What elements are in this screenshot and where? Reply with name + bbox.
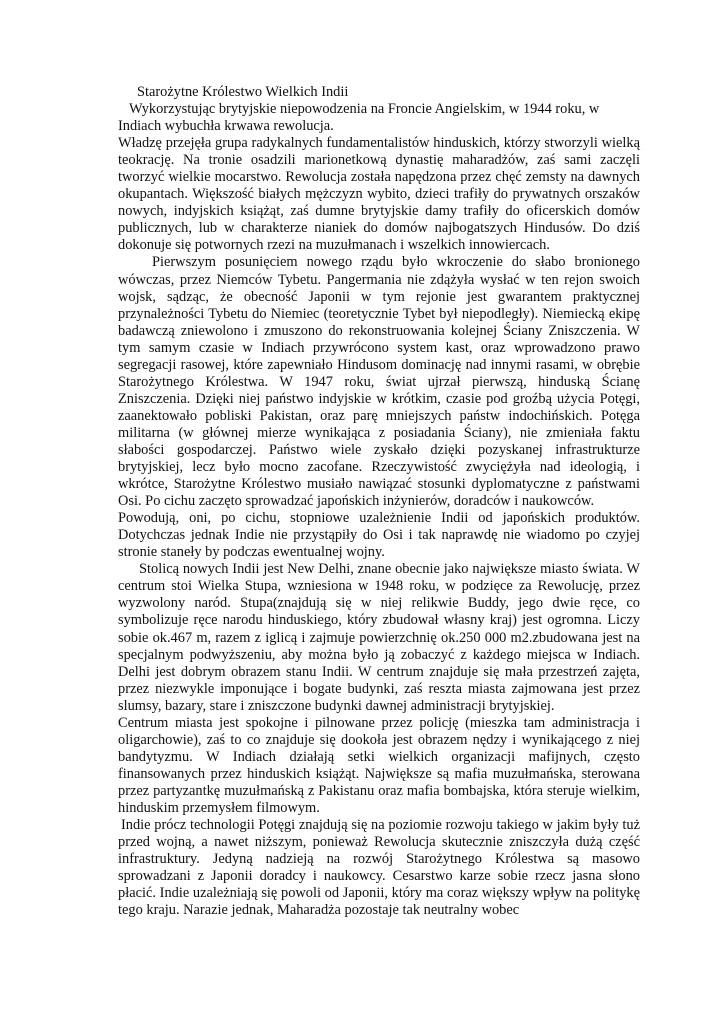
paragraph: Indie prócz technologii Potęgi znajdują się na poziomie rozwoju takiego w jakim były tuż przed wojną, a nawet niższym, ponieważ Rewolucja skutecznie zniszczyła dużą część infrastruktury. Jedyną nadzieją na rozwój Starożytnego Królestwa są masowo sprowadzani z Japonii doradcy i naukowcy. Cesarstwo karze sobie rzecz jasna słono płacić. Indie uzależniają się powoli od Japonii, który ma coraz większy wpływ na politykę tego kraju. Narazie jednak, Maharadża pozostaje tak neutralny wobec bbox=[118, 817, 640, 919]
paragraph: Centrum miasta jest spokojne i pilnowane przez policję (mieszka tam administracja i oligarchowie), zaś to co znajduje się dookoła jest obrazem nędzy i wynikającego z niej bandytyzmu. W Indiach działają setki wielkich organizacji mafijnych, często finansowanych przez hinduskich książąt. Największe są mafia muzułmańska, sterowana przez partyzantkę muzułmańską z Pakistanu oraz mafia bombajska, która steruje wielkim, hinduskim przemysłem filmowym. bbox=[118, 714, 640, 816]
paragraph: Władzę przejęła grupa radykalnych fundamentalistów hinduskich, którzy stworzyli wielką teokrację. Na tronie osadzili marionetkową dynastię maharadżów, zaś sami zaczęli tworzyć wielkie mocarstwo. Rewolucja została napędzona przez chęć zemsty na dawnych okupantach. Większość białych mężczyzn wybito, dzieci trafiły do prywatnych orszaków nowych, indyjskich książąt, zaś dumne brytyjskie damy trafiły do oficerskich domów publicznych, lub w charakterze nianiek do domów najbogatszych Hindusów. Do dziś dokonuje się potwornych rzezi na muzułmanach i wszelkich innowiercach. bbox=[118, 135, 640, 254]
document-body bbox=[118, 84, 640, 919]
paragraph: Wykorzystując brytyjskie niepowodzenia na Froncie Angielskim, w 1944 roku, w Indiach wybuchła krwawa rewolucja. bbox=[118, 101, 600, 135]
paragraph: Powodują, oni, po cichu, stopniowe uzależnienie Indii od japońskich produktów. Dotychczas jednak Indie nie przystąpiły do Osi i tak naprawdę nie wiadomo po czyjej stronie staneły by podczas ewentualnej wojny. bbox=[118, 510, 640, 561]
document-title: Starożytne Królestwo Wielkich Indii bbox=[137, 84, 349, 100]
paragraph: Pierwszym posunięciem nowego rządu było wkroczenie do słabo bronionego wówczas, przez Niemców Tybetu. Pangermania nie zdążyła wysłać w ten rejon swoich wojsk, sądząc, że obecność Japonii w tym rejonie jest gwarantem praktycznej przynależności Tybetu do Niemiec (teoretycznie Tybet był niepodległy). Niemiecką ekipę badawczą zniewolono i zmuszono do rekonstruowania kolejnej Ściany Zniszczenia. W tym samym czasie w Indiach przywrócono system kast, oraz wprowadzono prawo segregacji rasowej, które zapewniało Hindusom dominację nad innymi rasami, w obrębie Starożytnego Królestwa. W 1947 roku, świat ujrzał pierwszą, hinduską Ścianę Zniszczenia. Dzięki niej państwo indyjskie w krótkim, czasie pod groźbą użycia Potęgi, zaanektowało pobliski Pakistan, oraz parę mniejszych państw indochińskich. Potęga militarna (w głównej mierze wynikająca z posiadania Ściany), nie zmieniała faktu słabości gospodarczej. Państwo wiele zyskało dzięki pozyskanej infrastrukturze brytyjskiej, lecz było mocno zacofane. Rzeczywistość zwyciężyła nad ideologią, i wkrótce, Starożytne Królestwo musiało nawiązać stosunki dyplomatyczne z państwami Osi. Po cichu zaczęto sprowadzać japońskich inżynierów, doradców i naukowców. bbox=[118, 254, 640, 510]
paragraph: Stolicą nowych Indii jest New Delhi, znane obecnie jako największe miasto świata. W centrum stoi Wielka Stupa, wzniesiona w 1948 roku, w podzięce za Rewolucję, przez wyzwolony naród. Stupa(znajdują się w niej relikwie Buddy, jego dwie ręce, co symbolizuje ręce narodu hinduskiego, który zbudował własny kraj) jest ogromna. Liczy sobie ok.467 m, razem z iglicą i zajmuje powierzchnię ok.250 000 m2.zbudowana jest na specjalnym podwyższeniu, aby można było ją zobaczyć z każdego miejsca w Indiach. Delhi jest dobrym obrazem stanu Indii. W centrum znajduje się mała przestrzeń zajęta, przez niezwykle imponujące i bogate budynki, zaś reszta miasta zajmowana jest przez slumsy, bazary, stare i zniszczone budynki dawnej administracji brytyjskiej. bbox=[118, 561, 640, 714]
